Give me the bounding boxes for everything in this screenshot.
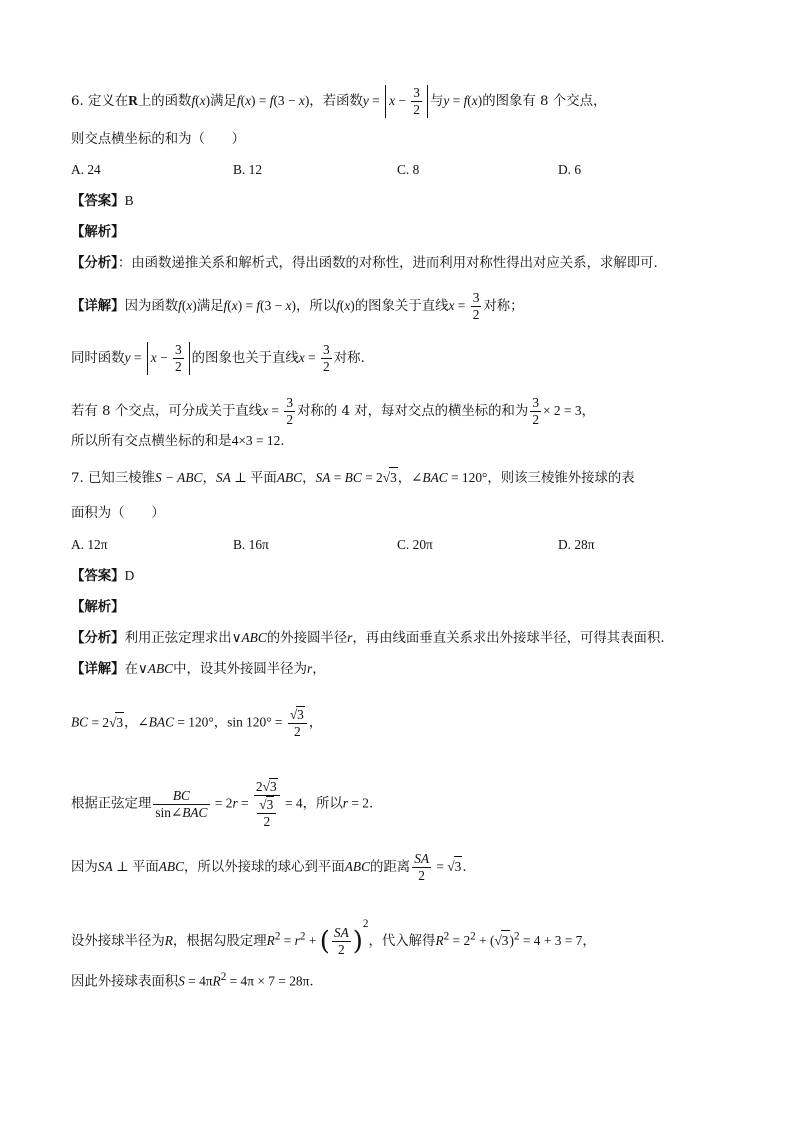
abs-expression: x − $\frac{3}{2}$ (147, 342, 190, 375)
q7-option-a: A. 12π (71, 537, 108, 552)
q6-option-d: D. 6 (558, 162, 582, 177)
fraction-3-2: $\frac{3}{2}$ (413, 85, 420, 117)
fraction-sqrt3-2: $\frac{√3}{2}$ (288, 706, 307, 740)
fraction-SA-2: $\frac{SA}{2}$ (333, 925, 349, 957)
q7-answer: 【答案】D (71, 568, 135, 584)
q7-detail-line3: 根据正弦定理 $\frac{BC}{\text{sin∠BAC}}$ = 2r = $\frac{2√3}{\frac{√3}{2}}$ = 4，所以r = 2. (71, 779, 374, 829)
fraction-3-2: $\frac{3}{2}$ (323, 342, 330, 374)
q7-option-c: C. 20π (397, 537, 433, 552)
q6-detail-line4: 所以所有交点横坐标的和是4×3 = 12. (71, 433, 285, 449)
q6-answer: 【答案】B (71, 193, 134, 209)
q7-stem-line1: 7. 已知三棱锥S − ABC，SA ⊥ 平面ABC，SA = BC = 2√3，∠BAC = 120°，则该三棱锥外接球的表 (71, 467, 635, 489)
q7-detail-line5: 设外接球半径为R，根据勾股定理$R^2 = r^2$ + ( $\frac{SA}{2}$ )$^2$，代入解得$R^2 = 2^2 + (√3)^2 = 4 + 3 = 7$， (71, 918, 596, 957)
q7-number: 7. (71, 471, 84, 486)
q6-number: 6. (71, 94, 84, 109)
fraction-sine-law: $\frac{BC}{\text{sin∠BAC}}$ (155, 787, 208, 820)
q7-detail-line1: 【详解】在∨ABC中，设其外接圆半径为r， (71, 661, 326, 677)
q7-detail-line6: 因此外接球表面积$S = 4\pi R^2 = 4\pi \times 7 = 28\pi$. (71, 971, 314, 990)
q6-detail-line3: 若有 8 个交点，可分成关于直线x = $\frac{3}{2}$ 对称的 4 对，每对交点的横坐标的和为 $\frac{3}{2}$ × 2 = 3， (71, 395, 595, 427)
fraction-SA-2: $\frac{SA}{2}$ (414, 851, 430, 883)
q7-stem-line2: 面积为（ ） (71, 506, 165, 521)
q6-option-a: A. 24 (71, 162, 101, 177)
q6-stem-line1: 6. 定义在R上的函数f(x)满足f(x) = f(3 − x)，若函数y = x − $\frac{3}{2}$ 与y = f(x)的图象有 8 个交点， (71, 85, 607, 117)
q6-analysis-tag: 【解析】 (71, 224, 125, 240)
abs-expression: x − $\frac{3}{2}$ (385, 85, 428, 118)
q7-fenxi: 【分析】利用正弦定理求出∨ABC的外接圆半径r，再由线面垂直关系求出外接球半径，可得其表面积. (71, 630, 665, 646)
fraction-compound: $\frac{2√3}{\frac{√3}{2}}$ (254, 778, 280, 830)
q6-option-c: C. 8 (397, 162, 420, 177)
fraction-3-2: $\frac{3}{2}$ (532, 395, 540, 427)
q7-option-d: D. 28π (558, 537, 595, 552)
q6-option-b: B. 12 (233, 162, 263, 177)
q6-stem-line2: 则交点横坐标的和为（ ） (71, 132, 246, 147)
fraction-3-2: $\frac{3}{2}$ (174, 342, 182, 374)
q7-analysis-tag: 【解析】 (71, 599, 125, 615)
fraction-3-2: $\frac{3}{2}$ (472, 290, 480, 322)
q6-detail-line1: 【详解】因为函数f(x)满足f(x) = f(3 − x)，所以f(x)的图象关于直线x = $\frac{3}{2}$ 对称； (71, 290, 524, 322)
q7-option-b: B. 16π (233, 537, 269, 552)
q7-detail-line2: BC = 2√3，∠BAC = 120°，sin 120° = $\frac{√3}{2}$ ， (71, 707, 323, 739)
fraction-3-2: $\frac{3}{2}$ (286, 395, 294, 427)
q7-detail-line4: 因为SA ⊥ 平面ABC，所以外接球的球心到平面ABC的距离 $\frac{SA}{2}$ = √3. (71, 851, 467, 883)
formula: f (191, 93, 196, 108)
q6-detail-line2: 同时函数y = x − $\frac{3}{2}$ 的图象也关于直线x = $\frac{3}{2}$ 对称. (71, 342, 365, 374)
q6-fenxi: 【分析】：由函数递推关系和解析式，得出函数的对称性，进而利用对称性得出对应关系，求解即可. (71, 255, 658, 271)
